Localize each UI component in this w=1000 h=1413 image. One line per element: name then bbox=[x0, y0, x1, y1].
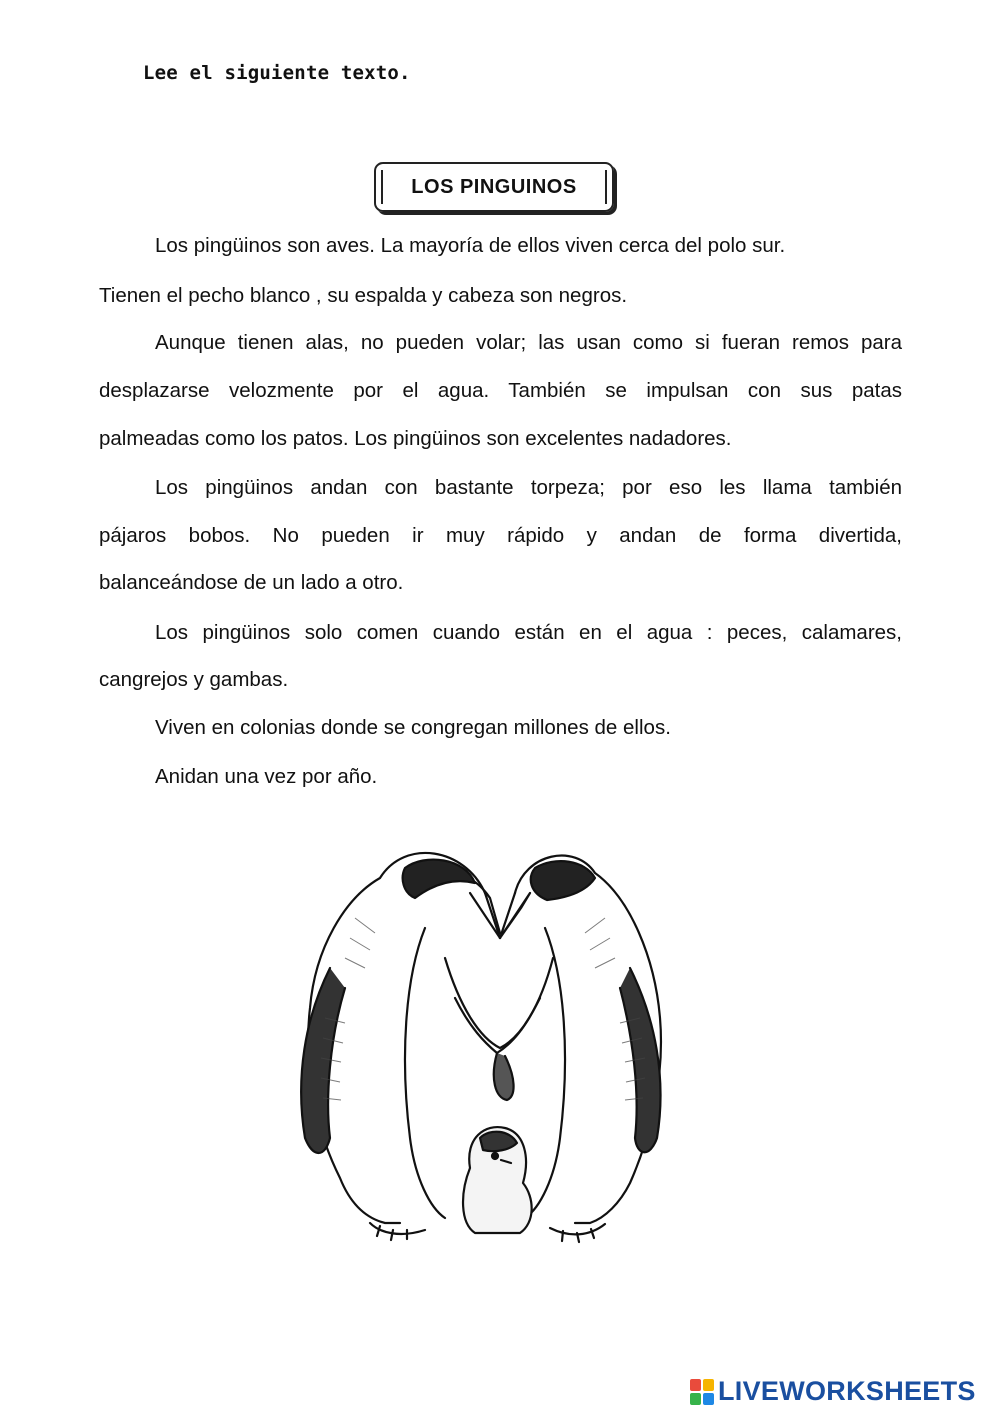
title-box bbox=[374, 162, 614, 212]
footer-brand bbox=[690, 1376, 976, 1407]
instruction-text: Lee el siguiente texto. bbox=[143, 62, 411, 84]
text-line-10: cangrejos y gambas. bbox=[99, 668, 289, 691]
text-line-6: Los pingüinos andan con bastante torpeza; por eso les llama también bbox=[155, 476, 902, 499]
text-line-11: Viven en colonias donde se congregan millones de ellos. bbox=[155, 716, 671, 739]
text-line-9: Los pingüinos solo comen cuando están en el agua : peces, calamares, bbox=[155, 621, 902, 644]
text-line-1: Los pingüinos son aves. La mayoría de ellos viven cerca del polo sur. bbox=[155, 234, 786, 257]
liveworksheets-logo-icon bbox=[690, 1379, 714, 1405]
text-line-4: desplazarse velozmente por el agua. También se impulsan con sus patas bbox=[99, 379, 902, 402]
page-title: LOS PINGUINOS bbox=[411, 175, 577, 198]
text-line-12: Anidan una vez por año. bbox=[155, 765, 378, 788]
text-line-2: Tienen el pecho blanco , su espalda y cabeza son negros. bbox=[99, 284, 628, 307]
penguin-family-illustration bbox=[285, 838, 675, 1248]
text-line-7: pájaros bobos. No pueden ir muy rápido y andan de forma divertida, bbox=[99, 524, 902, 547]
brand-name: LIVEWORKSHEETS bbox=[718, 1376, 976, 1406]
text-line-3: Aunque tienen alas, no pueden volar; las usan como si fueran remos para bbox=[155, 331, 902, 354]
text-line-5: palmeadas como los patos. Los pingüinos son excelentes nadadores. bbox=[99, 427, 732, 450]
text-line-8: balanceándose de un lado a otro. bbox=[99, 571, 404, 594]
